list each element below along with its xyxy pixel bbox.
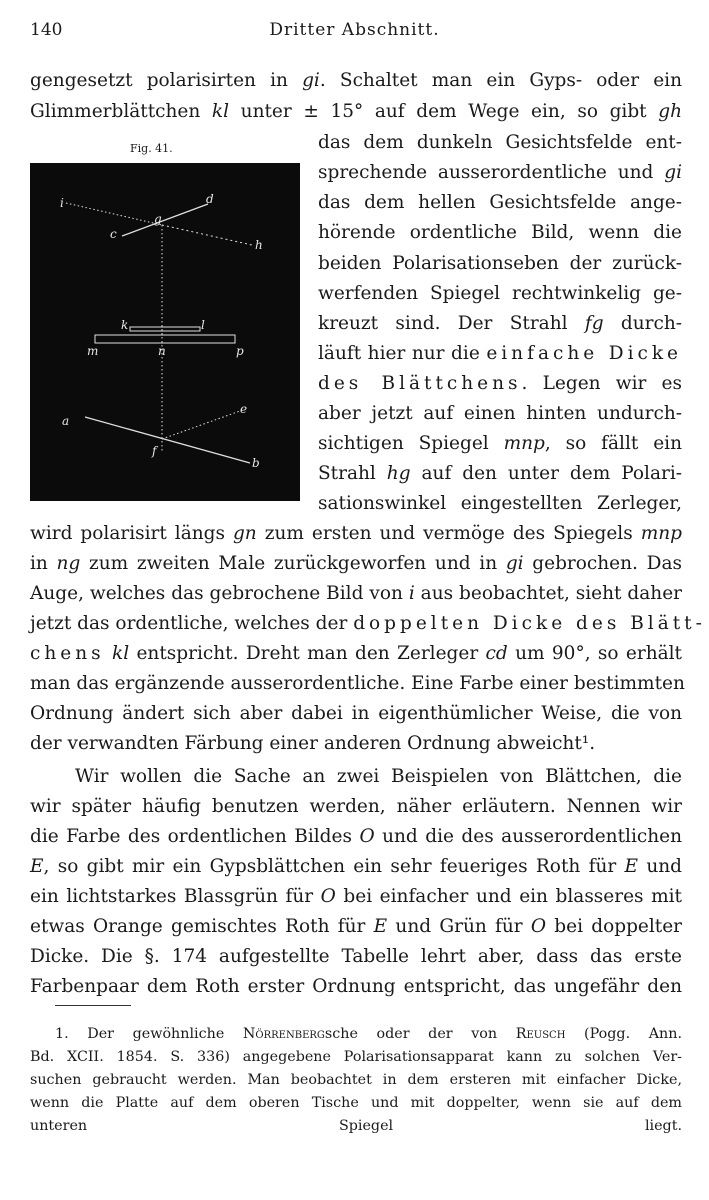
footnote-rule: [55, 1005, 131, 1006]
footnote-line: wenn die Platte auf dem oberen Tische und mit doppelter, wenn sie auf dem: [30, 1095, 682, 1111]
text-line: werfenden Spiegel rechtwinkelig ge-: [318, 283, 682, 304]
figure-41-diagram: [30, 163, 300, 501]
label-a: a: [62, 414, 70, 428]
plate-kl: [130, 327, 200, 331]
figure-41: [30, 163, 300, 501]
label-p: p: [236, 344, 244, 358]
footnote-line: unteren Spiegel liegt.: [30, 1118, 682, 1134]
text-line: kreuzt sind. Der Strahl fg durch-: [318, 313, 682, 334]
footnote-line: 1. Der gewöhnliche Nörrenbergsche oder der von Reusch (Pogg. Ann.: [55, 1026, 683, 1042]
polariser-ab: [85, 417, 250, 463]
label-e: e: [240, 402, 248, 416]
label-l: l: [201, 318, 205, 332]
footnote-line: suchen gebraucht werden. Man beobachtet in dem ersteren mit einfacher Dicke,: [30, 1072, 682, 1088]
label-k: k: [121, 318, 129, 332]
ray-gh: [162, 225, 252, 245]
text-line: hörende ordentliche Bild, wenn die: [318, 222, 682, 243]
text-line: das dem hellen Gesichtsfelde ange-: [318, 192, 682, 213]
text-line: Glimmerblättchen kl unter ± 15° auf dem Wege ein, so gibt gh: [30, 101, 682, 122]
text-line: chens kl entspricht. Dreht man den Zerleger cd um 90°, so erhält: [30, 643, 682, 664]
text-line: sprechende ausserordentliche und gi: [318, 162, 682, 183]
text-line: sichtigen Spiegel mnp, so fällt ein: [318, 433, 682, 454]
text-line: in ng zum zweiten Male zurückgeworfen und in gi gebrochen. Das: [30, 553, 682, 574]
text-line: ein lichtstarkes Blassgrün für O bei einfacher und ein blasseres mit: [30, 886, 682, 907]
mirror-mnp: [95, 335, 235, 343]
page-number: 140: [30, 20, 63, 40]
text-line: des Blättchens. Legen wir es: [318, 373, 682, 394]
text-line: Farbenpaar dem Roth erster Ordnung entspricht, das ungefähr den: [30, 976, 682, 997]
text-line: jetzt das ordentliche, welches der doppelten Dicke des Blätt-: [30, 613, 706, 634]
text-line: Auge, welches das gebrochene Bild von i aus beobachtet, sieht daher: [30, 583, 682, 604]
figure-caption: Fig. 41.: [130, 142, 173, 155]
ray-fe: [162, 411, 240, 439]
text-line: die Farbe des ordentlichen Bildes O und die des ausserordentlichen: [30, 826, 682, 847]
analyser-cd: [122, 204, 208, 236]
label-d: d: [206, 192, 214, 206]
label-f: f: [152, 444, 157, 458]
label-g: g: [154, 212, 162, 226]
text-line: läuft hier nur die einfache Dicke: [318, 343, 683, 364]
text-line: E, so gibt mir ein Gypsblättchen ein sehr feueriges Roth für E und: [30, 856, 682, 877]
label-i: i: [60, 196, 64, 210]
text-line: wird polarisirt längs gn zum ersten und vermöge des Spiegels mnp: [30, 523, 682, 544]
text-line: Strahl hg auf den unter dem Polari-: [318, 463, 682, 484]
text-line: aber jetzt auf einen hinten undurch-: [318, 403, 682, 424]
label-b: b: [252, 456, 260, 470]
text-line: wir später häufig benutzen werden, näher erläutern. Nennen wir: [30, 796, 682, 817]
footnote-line: Bd. XCII. 1854. S. 336) angegebene Polarisationsapparat kann zu solchen Ver-: [30, 1049, 682, 1065]
label-h: h: [255, 238, 263, 252]
text-line: gengesetzt polarisirten in gi. Schaltet man ein Gyps- oder ein: [30, 70, 682, 91]
text-line: der verwandten Färbung einer anderen Ordnung abweicht¹.: [30, 733, 596, 754]
text-line: das dem dunkeln Gesichtsfelde ent-: [318, 132, 682, 153]
text-line: Wir wollen die Sache an zwei Beispielen von Blättchen, die: [75, 766, 682, 787]
text-line: etwas Orange gemischtes Roth für E und Grün für O bei doppelter: [30, 916, 682, 937]
label-n: n: [158, 344, 166, 358]
running-header: [30, 20, 679, 50]
text-line: beiden Polarisationseben der zurück-: [318, 253, 682, 274]
text-line: man das ergänzende ausserordentliche. Eine Farbe einer bestimmten: [30, 673, 685, 694]
ray-ig: [66, 203, 162, 225]
label-c: c: [110, 227, 117, 241]
running-title: Dritter Abschnitt.: [269, 20, 440, 40]
text-line: Dicke. Die §. 174 aufgestellte Tabelle lehrt aber, dass das erste: [30, 946, 682, 967]
label-m: m: [87, 344, 99, 358]
text-line: Ordnung ändert sich aber dabei in eigenthümlicher Weise, die von: [30, 703, 682, 724]
text-line: sationswinkel eingestellten Zerleger,: [318, 493, 682, 514]
